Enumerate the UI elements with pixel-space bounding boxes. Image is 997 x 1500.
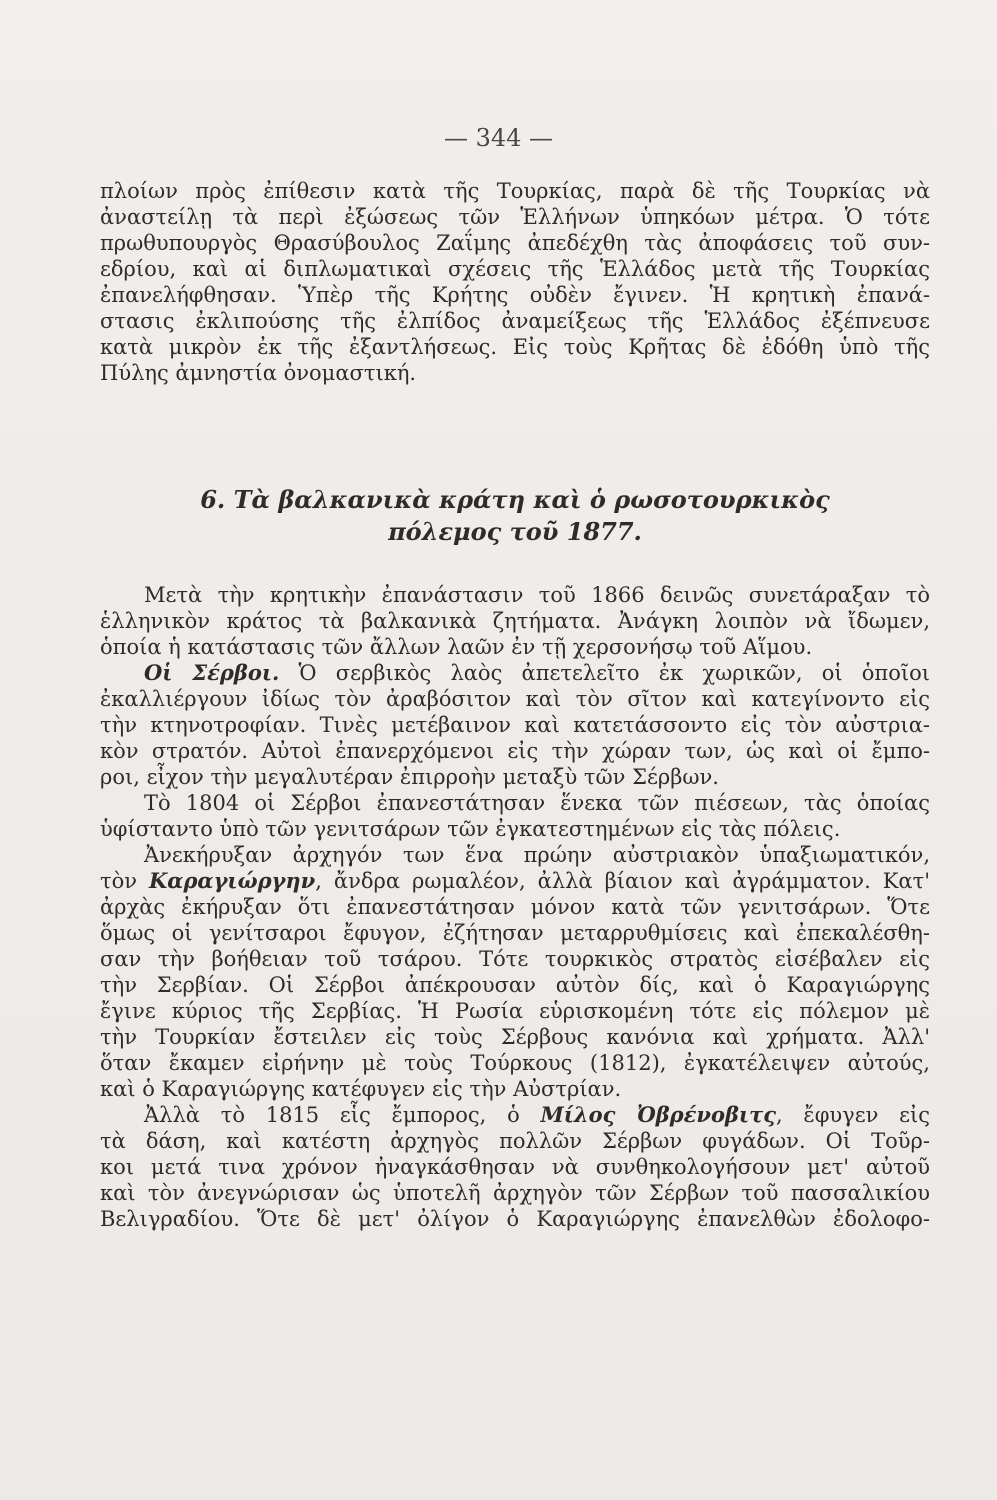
text-line: κὸν στρατόν. Αὐτοὶ ἐπανερχόμενοι εἰς τὴν χώραν των, ὡς καὶ οἱ ἔμπο-: [100, 739, 930, 763]
section-heading-line: 6. Τὰ βαλκανικὰ κράτη καὶ ὁ ρωσοτουρκικὸς: [200, 485, 830, 514]
text-line: τὴν Σερβίαν. Οἱ Σέρβοι ἀπέκρουσαν αὐτὸν δίς, καὶ ὁ Καραγιώργης: [100, 973, 930, 997]
text-fragment: , ἔφυγεν εἰς: [776, 1103, 930, 1127]
text-line: ἐπανελήφθησαν. Ὑπὲρ τῆς Κρήτης οὐδὲν ἔγινεν. Ἡ κρητικὴ ἐπανά-: [100, 283, 930, 307]
text-line: Βελιγραδίου. Ὅτε δὲ μετ' ὀλίγον ὁ Καραγιώργης ἐπανελθὼν ἐδολοφο-: [100, 1207, 930, 1231]
text-line: ὁποία ἡ κατάστασις τῶν ἄλλων λαῶν ἐν τῇ χερσονήσῳ τοῦ Αἵμου.: [100, 635, 813, 659]
text-line: τὴν Τουρκίαν ἔστειλεν εἰς τοὺς Σέρβους κανόνια καὶ χρήματα. Ἀλλ': [100, 1025, 930, 1049]
text-fragment: Ὁ σερβικὸς λαὸς ἀπετελεῖτο ἐκ χωρικῶν, οἱ ὁποῖοι: [279, 661, 930, 685]
text-line: [100, 868, 930, 894]
text-fragment: , ἄνδρα ρωμαλέον, ἀλλὰ βίαιον καὶ ἀγράμματον. Κατ': [315, 869, 931, 893]
section-heading: [100, 484, 930, 548]
emphasized-name: Καραγιώργην: [149, 868, 316, 893]
text-line: καὶ τὸν ἀνεγνώρισαν ὡς ὑποτελῆ ἀρχηγὸν τῶν Σέρβων τοῦ πασσαλικίου: [100, 1181, 930, 1205]
text-line: πρωθυπουργὸς Θρασύβουλος Ζαΐμης ἀπεδέχθη τὰς ἀποφάσεις τοῦ συν-: [100, 231, 930, 255]
text-line: κοι μετά τινα χρόνον ἠναγκάσθησαν νὰ συνθηκολογήσουν μετ' αὐτοῦ: [100, 1155, 930, 1179]
text-line: ὅμως οἱ γενίτσαροι ἔφυγον, ἐζήτησαν μεταρρυθμίσεις καὶ ἐπεκαλέσθη-: [100, 921, 930, 945]
text-line: τὰ δάση, καὶ κατέστη ἀρχηγὸς πολλῶν Σέρβων φυγάδων. Οἱ Τοῦρ-: [100, 1129, 930, 1153]
text-line: πλοίων πρὸς ἐπίθεσιν κατὰ τῆς Τουρκίας, παρὰ δὲ τῆς Τουρκίας νὰ: [100, 179, 930, 203]
text-fragment: τὸν: [100, 869, 150, 893]
text-line: ἀρχὰς ἐκήρυξαν ὅτι ἐπανεστάτησαν μόνον κατὰ τῶν γενιτσάρων. Ὅτε: [100, 895, 930, 919]
text-line: Τὸ 1804 οἱ Σέρβοι ἐπανεστάτησαν ἕνεκα τῶν πιέσεων, τὰς ὁποίας: [144, 791, 930, 815]
page-number: — 344 —: [443, 124, 554, 152]
text-line: ροι, εἶχον τὴν μεγαλυτέραν ἐπιρροὴν μεταξὺ τῶν Σέρβων.: [100, 765, 719, 789]
text-line: κατὰ μικρὸν ἐκ τῆς ἐξαντλήσεως. Εἰς τοὺς Κρῆτας δὲ ἐδόθη ὑπὸ τῆς: [100, 335, 930, 359]
body-text: [100, 582, 930, 1232]
text-line: σαν τὴν βοήθειαν τοῦ τσάρου. Τότε τουρκικὸς στρατὸς εἰσέβαλεν εἰς: [100, 947, 930, 971]
emphasized-name: Μίλος Ὀβρένοβιτς: [540, 1102, 776, 1127]
text-line: ἐκαλλιέργουν ἰδίως τὸν ἀραβόσιτον καὶ τὸν σῖτον καὶ κατεγίνοντο εἰς: [100, 687, 930, 711]
text-line: Πύλης ἀμνηστία ὀνομαστική.: [100, 361, 417, 385]
text-line: Ἀνεκήρυξαν ἀρχηγόν των ἕνα πρώην αὐστριακὸν ὑπαξιωματικόν,: [144, 843, 930, 867]
text-fragment: Ἀλλὰ τὸ 1815 εἷς ἔμπορος, ὁ: [144, 1103, 541, 1127]
text-line: Μετὰ τὴν κρητικὴν ἐπανάστασιν τοῦ 1866 δεινῶς συνετάραξαν τὸ: [144, 583, 930, 607]
paragraph-lead: Οἱ Σέρβοι.: [144, 660, 280, 685]
text-line: τὴν κτηνοτροφίαν. Τινὲς μετέβαινον καὶ κατετάσσοντο εἰς τὸν αὐστρια-: [100, 713, 930, 737]
text-line: ὅταν ἔκαμεν εἰρήνην μὲ τοὺς Τούρκους (1812), ἐγκατέλειψεν αὐτούς,: [100, 1051, 930, 1075]
text-line: [100, 660, 930, 686]
text-line: [100, 1102, 930, 1128]
text-line: ἀναστείλῃ τὰ περὶ ἐξώσεως τῶν Ἑλλήνων ὑπηκόων μέτρα. Ὁ τότε: [100, 205, 930, 229]
text-line: ἔγινε κύριος τῆς Σερβίας. Ἡ Ρωσία εὑρισκομένη τότε εἰς πόλεμον μὲ: [100, 999, 930, 1023]
section-heading-line: πόλεμος τοῦ 1877.: [388, 517, 642, 546]
text-line: ἑλληνικὸν κράτος τὰ βαλκανικὰ ζητήματα. Ἀνάγκη λοιπὸν νὰ ἴδωμεν,: [100, 609, 930, 633]
intro-paragraph: [100, 178, 930, 386]
text-line: ὑφίσταντο ὑπὸ τῶν γενιτσάρων τῶν ἐγκατεστημένων εἰς τὰς πόλεις.: [100, 817, 841, 841]
text-line: στασις ἐκλιπούσης τῆς ἐλπίδος ἀναμείξεως τῆς Ἑλλάδος ἐξέπνευσε: [100, 309, 930, 333]
text-line: καὶ ὁ Καραγιώργης κατέφυγεν εἰς τὴν Αὐστρίαν.: [100, 1077, 622, 1101]
text-line: εδρίου, καὶ αἱ διπλωματικαὶ σχέσεις τῆς Ἑλλάδος μετὰ τῆς Τουρκίας: [100, 257, 930, 281]
